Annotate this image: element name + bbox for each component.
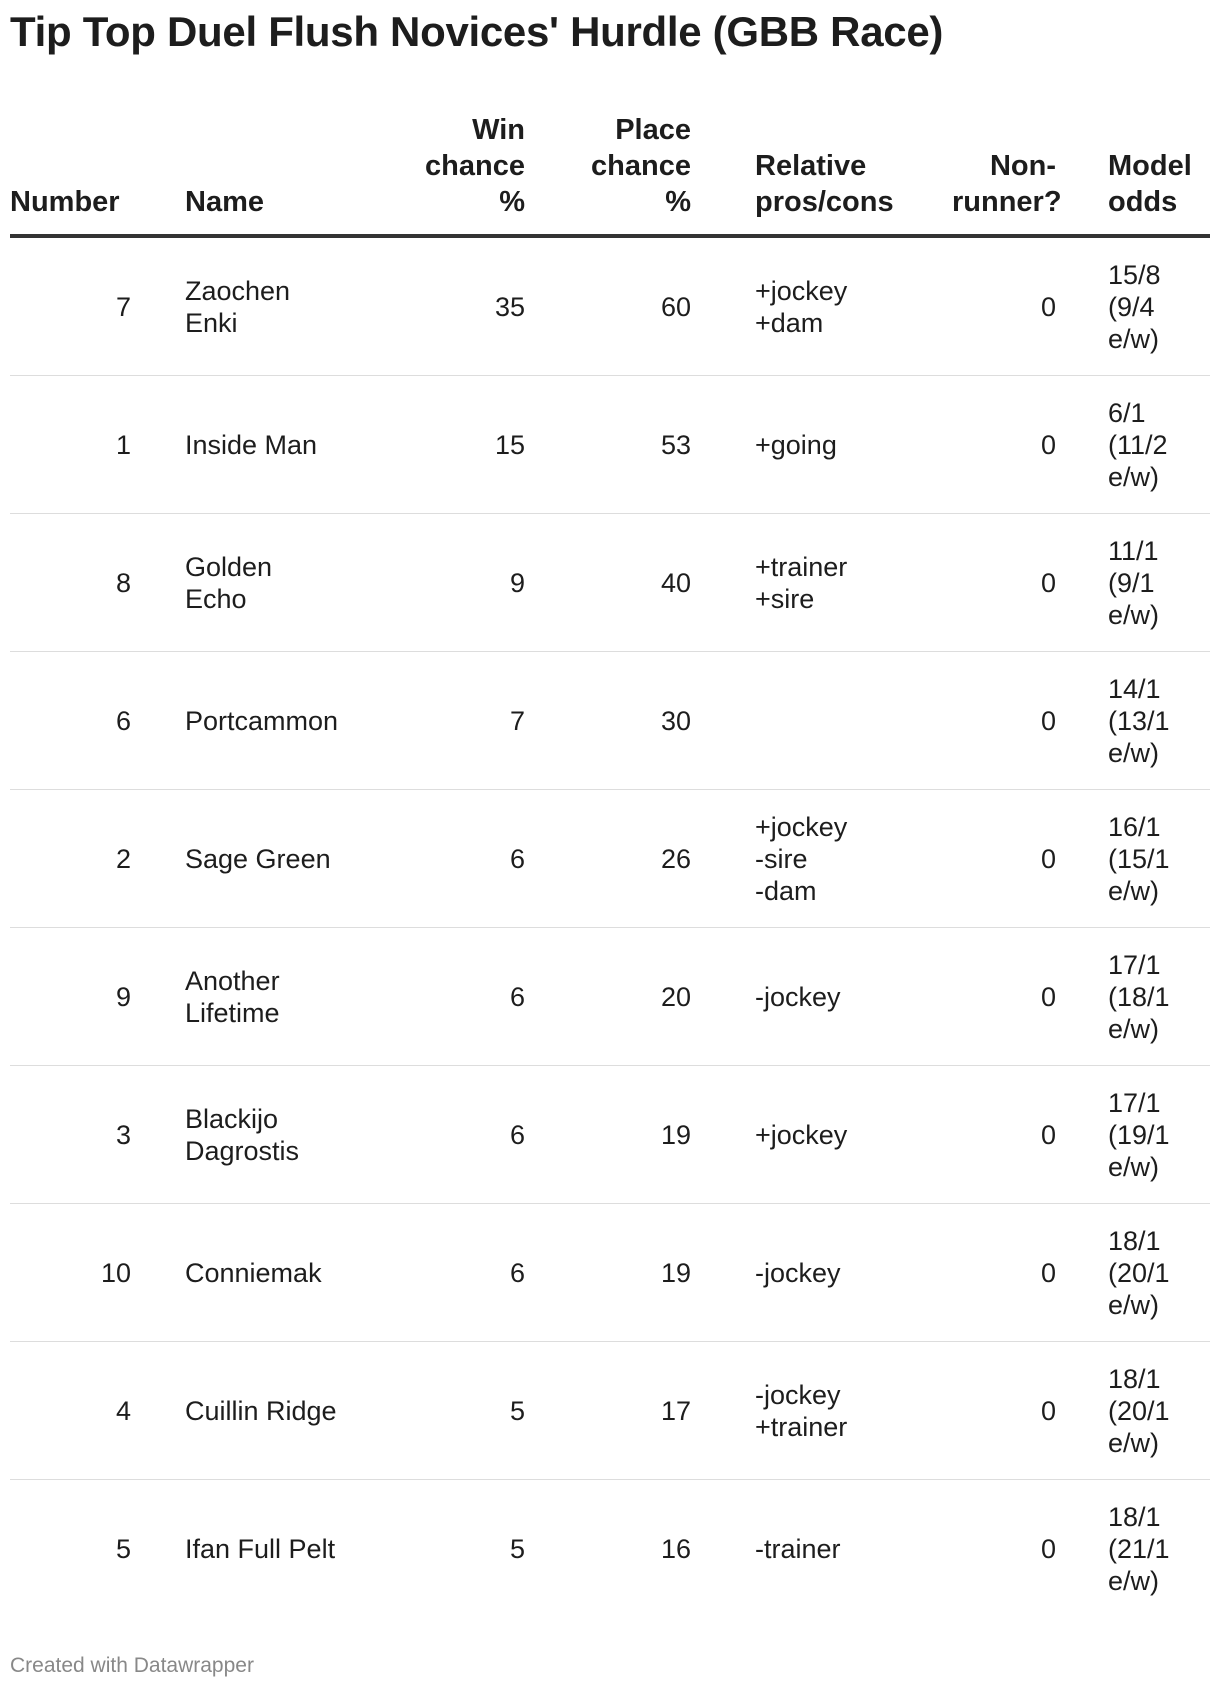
cell-name (131, 790, 351, 928)
column-header-win-chance[interactable]: Win chance % (351, 112, 525, 236)
cell-model-odds: 18/1 (20/1 e/w) (1056, 1204, 1210, 1342)
cell-model-odds: 11/1 (9/1 e/w) (1056, 514, 1210, 652)
cell-non-runner: 0 (872, 1066, 1056, 1204)
table-row (10, 1342, 1210, 1480)
table-row (10, 376, 1210, 514)
chart-title: Tip Top Duel Flush Novices' Hurdle (GBB Race) (10, 8, 944, 55)
horse-name: Blackijo Dagrostis (185, 1103, 300, 1166)
cell-model-odds: 17/1 (19/1 e/w) (1056, 1066, 1210, 1204)
cell-place-chance: 26 (525, 790, 691, 928)
table-row (10, 790, 1210, 928)
horse-name: Another Lifetime (185, 965, 280, 1028)
race-table (10, 112, 1210, 1617)
cell-relative: -jockey +trainer (691, 1342, 872, 1480)
horse-name: Cuillin Ridge (185, 1395, 337, 1426)
cell-relative: +trainer +sire (691, 514, 872, 652)
cell-non-runner: 0 (872, 1342, 1056, 1480)
cell-place-chance: 16 (660, 1533, 691, 1564)
cell-model-odds: 14/1 (13/1 e/w) (1056, 652, 1210, 790)
cell-win-chance: 9 (351, 514, 525, 652)
cell-number: 9 (10, 928, 131, 1066)
cell-place-chance: 19 (525, 1204, 691, 1342)
cell-win-chance: 6 (351, 928, 525, 1066)
cell-model-odds: 18/1 (20/1 e/w) (1056, 1342, 1210, 1480)
cell-name (131, 376, 351, 514)
table-row (10, 236, 1210, 376)
cell-win-chance: 7 (351, 652, 525, 790)
cell-relative (691, 652, 872, 790)
cell-model-odds: 17/1 (18/1 e/w) (1056, 928, 1210, 1066)
cell-win-chance: 6 (351, 1204, 525, 1342)
cell-model-odds: 15/8 (9/4 e/w) (1056, 236, 1210, 376)
cell-name (131, 1204, 351, 1342)
cell-place-chance: 30 (525, 652, 691, 790)
cell-non-runner: 0 (872, 928, 1056, 1066)
column-header-non-runner[interactable]: Non-runner? (872, 112, 1056, 236)
cell-model-odds: 6/1 (11/2 e/w) (1056, 376, 1210, 514)
cell-name (131, 652, 351, 790)
cell-name (131, 1342, 351, 1480)
cell-name (131, 514, 351, 652)
cell-win-chance: 5 (351, 1342, 525, 1480)
table-body (10, 236, 1210, 1617)
cell-non-runner: 0 (872, 514, 1056, 652)
table-row (10, 1480, 1210, 1618)
cell-number: 7 (10, 236, 131, 376)
column-header-model-odds[interactable]: Model odds (1056, 112, 1210, 236)
cell-win-chance: 15 (351, 376, 525, 514)
footer-credit: Created with Datawrapper (10, 1654, 254, 1677)
horse-name: Conniemak (185, 1257, 322, 1288)
cell-name (131, 1480, 351, 1618)
column-header-name[interactable]: Name (131, 112, 351, 236)
cell-win-chance: 5 (509, 1533, 525, 1564)
column-header-place-chance[interactable]: Place chance % (525, 112, 691, 236)
cell-number: 10 (10, 1204, 131, 1342)
cell-number: 1 (10, 376, 131, 514)
cell-place-chance: 53 (525, 376, 691, 514)
cell-place-chance: 20 (525, 928, 691, 1066)
cell-place-chance: 19 (525, 1066, 691, 1204)
cell-model-odds: 18/1 (21/1 e/w) (1108, 1501, 1170, 1596)
cell-place-chance: 40 (525, 514, 691, 652)
cell-win-chance: 35 (351, 236, 525, 376)
cell-number: 5 (115, 1533, 131, 1564)
header-row (10, 112, 1210, 236)
horse-name: Golden Echo (185, 551, 273, 614)
cell-win-chance: 6 (351, 790, 525, 928)
horse-name: Sage Green (185, 843, 331, 874)
cell-place-chance: 17 (525, 1342, 691, 1480)
cell-relative: -jockey (691, 928, 872, 1066)
horse-name: Ifan Full Pelt (185, 1533, 336, 1564)
cell-place-chance: 60 (525, 236, 691, 376)
column-header-number[interactable]: Number (10, 112, 131, 236)
cell-non-runner: 0 (872, 652, 1056, 790)
cell-number: 2 (10, 790, 131, 928)
cell-number: 4 (10, 1342, 131, 1480)
cell-relative: +jockey -sire -dam (691, 790, 872, 928)
horse-name: Inside Man (185, 429, 318, 460)
cell-non-runner: 0 (872, 236, 1056, 376)
cell-relative: -jockey (691, 1204, 872, 1342)
cell-non-runner: 0 (872, 376, 1056, 514)
table-row (10, 1204, 1210, 1342)
cell-number: 8 (10, 514, 131, 652)
cell-relative: +jockey +dam (691, 236, 872, 376)
cell-name (131, 236, 351, 376)
table-row (10, 1066, 1210, 1204)
cell-relative: -trainer (755, 1533, 841, 1564)
table-row (10, 514, 1210, 652)
cell-model-odds: 16/1 (15/1 e/w) (1056, 790, 1210, 928)
cell-relative: +jockey (691, 1066, 872, 1204)
table-row (10, 652, 1210, 790)
cell-relative: +going (691, 376, 872, 514)
column-header-relative[interactable]: Relative pros/cons (691, 112, 872, 236)
horse-name: Zaochen Enki (185, 275, 291, 338)
cell-non-runner: 0 (872, 790, 1056, 928)
cell-non-runner: 0 (872, 1204, 1056, 1342)
table-row (10, 928, 1210, 1066)
cell-number: 3 (10, 1066, 131, 1204)
cell-win-chance: 6 (351, 1066, 525, 1204)
cell-non-runner: 0 (1040, 1533, 1056, 1564)
cell-name (131, 1066, 351, 1204)
cell-number: 6 (10, 652, 131, 790)
horse-name: Portcammon (185, 705, 339, 736)
cell-name (131, 928, 351, 1066)
